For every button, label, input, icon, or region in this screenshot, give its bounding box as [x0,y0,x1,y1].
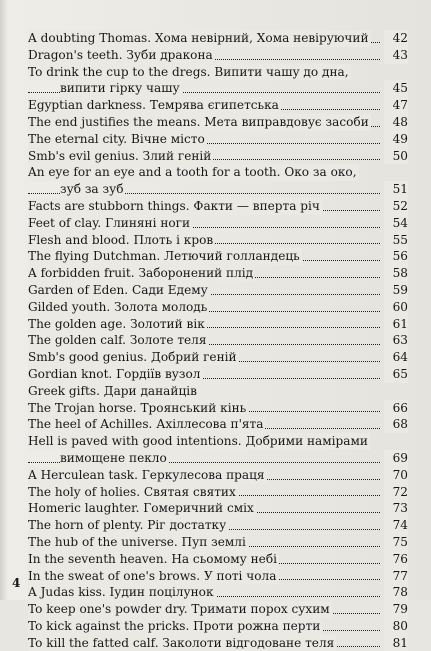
toc-entry-text: Egyptian darkness. Темрява єгипетська [28,98,279,113]
toc-entry-last-line [28,366,408,383]
toc-entry-last-line [28,400,408,417]
toc-entry-last-line [28,500,408,517]
toc-entry-text: The hub of the universe. Пуп землі [28,534,246,549]
toc-entry-text: To kill the fatted calf. Заколоти відгодоване теля [28,635,335,650]
toc-page-number: 68 [384,416,408,433]
toc-entry-last-line [28,467,408,484]
toc-entry-last-line [28,215,408,232]
toc-entry-last-line [28,635,408,651]
toc-entry-text: Hell is paved with good intentions. Добрими намірами [28,434,368,449]
toc-entry-last-line [28,30,408,47]
toc-page-number: 70 [384,467,408,484]
page-folio: 4 [12,576,21,590]
toc-entry [28,316,408,333]
toc-entry [28,416,408,433]
toc-entry [28,265,408,282]
toc-entry [28,618,408,635]
toc-entry [28,164,408,198]
toc-entry-text: A Judas kiss. Іудин поцілунок [28,585,214,600]
toc-entry [28,551,408,568]
toc-entry-text: A forbidden fruit. Заборонений плід [28,266,254,281]
toc-page-number: 55 [384,232,408,249]
toc-entry-last-line [28,248,408,265]
toc-entry [28,484,408,501]
toc-entry-text: To drink the cup to the dregs. Випити чашу до дна, [28,64,349,79]
toc-entry-text: To kick against the pricks. Проти рожна перти [28,618,321,633]
toc-entry [28,282,408,299]
toc-entry [28,248,408,265]
toc-entry-text: An eye for an eye and a tooth for a tooth. Око за око, [28,165,357,180]
toc-page-number: 66 [384,400,408,417]
toc-entry [28,30,408,47]
toc-page-number: 50 [384,148,408,165]
toc-page-number: 78 [384,584,408,601]
toc-entry-last-line [28,282,408,299]
table-of-contents [28,30,408,651]
toc-entry [28,64,408,98]
toc-page-number: 77 [384,568,408,585]
toc-entry [28,433,408,467]
toc-page-number: 42 [384,30,408,47]
toc-page-number: 64 [384,349,408,366]
toc-page-number: 54 [384,215,408,232]
toc-entry-text: Greek gifts. Дари данайців [28,383,197,398]
toc-entry [28,131,408,148]
page-edge-shadow [0,0,8,600]
toc-page-number: 56 [384,248,408,265]
toc-page-number: 49 [384,131,408,148]
toc-page-number: 72 [384,484,408,501]
toc-entry-text: The Trojan horse. Троянський кінь [28,400,247,415]
toc-entry-last-line [28,131,408,148]
toc-page-number: 43 [384,47,408,64]
toc-page-number: 45 [384,80,408,97]
toc-page-number: 52 [384,198,408,215]
toc-entry-text: Homeric laughter. Гомеричний сміх [28,501,254,516]
toc-entry-last-line [28,534,408,551]
toc-page-number: 76 [384,551,408,568]
toc-entry-text: зуб за зуб [60,182,124,197]
toc-entry [28,349,408,366]
toc-entry-last-line [28,148,408,165]
toc-entry-text: The horn of plenty. Ріг достатку [28,518,227,533]
toc-page-number: 65 [384,366,408,383]
toc-entry-text: The golden age. Золотий вік [28,316,205,331]
toc-entry-text: To keep one's powder dry. Тримати порох сухим [28,602,330,617]
toc-entry [28,232,408,249]
toc-entry-text: Feet of clay. Глиняні ноги [28,215,191,230]
toc-entry-last-line [28,517,408,534]
toc-entry-last-line [28,551,408,568]
toc-entry [28,47,408,64]
toc-entry-text: Gordian knot. Гордіїв вузол [28,366,201,381]
toc-entry-line [28,383,408,400]
toc-page-number: 61 [384,316,408,333]
toc-page-number: 79 [384,601,408,618]
toc-page-number: 69 [384,450,408,467]
toc-entry-last-line [28,232,408,249]
toc-entry-last-line [28,584,408,601]
toc-entry-text: Garden of Eden. Сади Едему [28,282,208,297]
toc-entry-last-line [28,484,408,501]
toc-entry-text: Smb's evil genius. Злий геній [28,148,212,163]
toc-entry-last-line [28,80,408,97]
toc-entry-last-line [28,47,408,64]
toc-page-number: 48 [384,114,408,131]
toc-entry-text: Gilded youth. Золота молодь [28,299,208,314]
toc-entry-last-line [28,416,408,433]
toc-entry-text: The golden calf. Золоте теля [28,333,207,348]
toc-entry-last-line [28,349,408,366]
toc-entry [28,517,408,534]
toc-entry [28,500,408,517]
toc-entry-line [28,433,408,450]
toc-entry-text: Smb's good genius. Добрий геній [28,350,237,365]
toc-page-number: 60 [384,299,408,316]
toc-page-number: 59 [384,282,408,299]
toc-entry [28,148,408,165]
toc-entry-last-line [28,450,408,467]
toc-entry [28,601,408,618]
toc-entry-line [28,164,408,181]
toc-entry [28,534,408,551]
toc-entry-text: The eternal city. Вічне місто [28,131,205,146]
toc-entry [28,383,408,417]
toc-entry-text: In the seventh heaven. На сьомому небі [28,551,277,566]
toc-page-number: 47 [384,97,408,114]
toc-entry-text: Facts are stubborn things. Факти — вперта річ [28,198,320,213]
toc-entry-last-line [28,316,408,333]
toc-page-number: 73 [384,500,408,517]
toc-entry-last-line [28,601,408,618]
toc-page-number: 51 [384,181,408,198]
toc-entry-last-line [28,265,408,282]
toc-entry [28,299,408,316]
toc-entry [28,635,408,651]
toc-page-number: 63 [384,332,408,349]
toc-entry [28,114,408,131]
toc-entry-text: In the sweat of one's brows. У поті чола [28,568,277,583]
toc-page-number: 81 [384,635,408,651]
toc-entry [28,198,408,215]
toc-entry-text: The holy of holies. Святая святих [28,484,236,499]
toc-entry-text: випити гірку чашу [60,81,180,96]
toc-entry-last-line [28,618,408,635]
toc-page-number: 58 [384,265,408,282]
toc-entry-last-line [28,181,408,198]
toc-entry-last-line [28,114,408,131]
toc-entry-last-line [28,299,408,316]
toc-entry [28,215,408,232]
toc-entry-last-line [28,198,408,215]
toc-page-number: 74 [384,517,408,534]
toc-entry-last-line [28,332,408,349]
toc-entry-text: Flesh and blood. Плоть і кров [28,232,214,247]
toc-entry-last-line [28,97,408,114]
toc-page-number: 80 [384,618,408,635]
toc-entry-text: вимощене пекло [60,450,167,465]
toc-entry-line [28,64,408,81]
toc-entry [28,332,408,349]
toc-entry [28,584,408,601]
toc-entry-last-line [28,568,408,585]
toc-entry-text: A Herculean task. Геркулесова праця [28,467,265,482]
toc-entry-text: The flying Dutchman. Летючий голландець [28,249,300,264]
toc-entry [28,568,408,585]
toc-entry-text: A doubting Thomas. Хома невірний, Хома невіруючий [28,31,369,45]
toc-entry [28,366,408,383]
toc-entry [28,467,408,484]
toc-page-number: 75 [384,534,408,551]
toc-entry-text: The end justifies the means. Мета виправдовує засоби [28,114,369,129]
toc-entry-text: Dragon's teeth. Зуби дракона [28,47,213,62]
toc-entry-text: The heel of Achilles. Ахіллесова п'ята [28,417,264,432]
toc-entry [28,97,408,114]
